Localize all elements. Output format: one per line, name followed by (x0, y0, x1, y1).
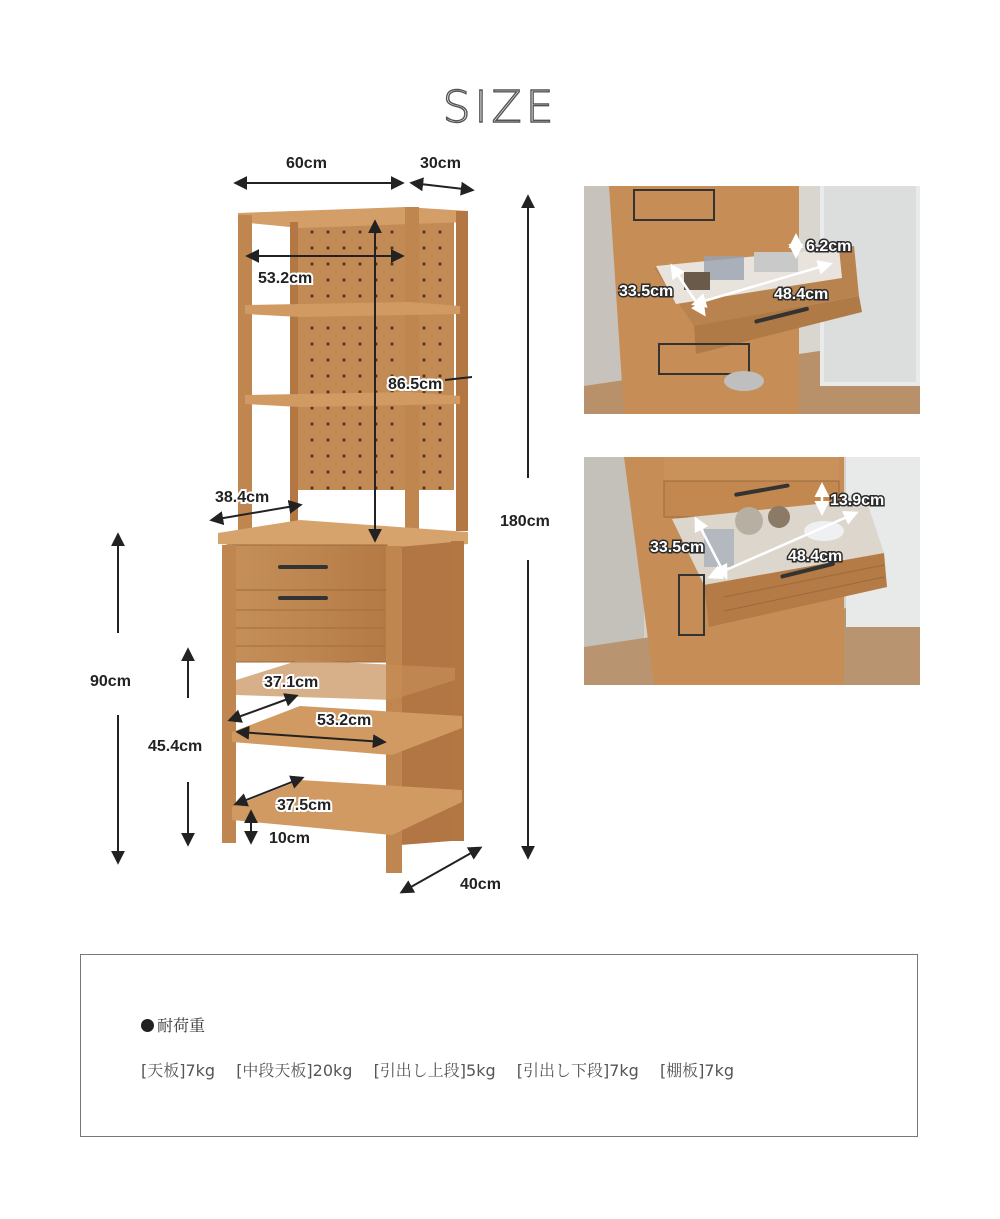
label-shelf-depth: 37.1cm (264, 674, 319, 691)
label-hutch-depth: 38.4cm (215, 489, 270, 506)
label-lower-drawer-height: 13.9cm (830, 492, 885, 509)
load-capacity-heading (141, 1013, 205, 1036)
hutch-post-front-left (238, 215, 252, 533)
load-capacity-item: [中段天板]20kg (236, 1061, 353, 1080)
load-capacity-box (80, 954, 918, 1137)
hutch-post-front-right (405, 207, 419, 537)
load-capacity-item: [天板]7kg (141, 1061, 216, 1080)
label-lower-height: 45.4cm (148, 738, 203, 755)
label-upper-drawer-height: 6.2cm (806, 238, 852, 255)
load-capacity-item: [引出し上段]5kg (373, 1061, 496, 1080)
hutch-post-back-left (290, 222, 298, 522)
label-lower-drawer-depth: 33.5cm (650, 539, 705, 556)
drawer-lower (227, 590, 387, 662)
label-inner-width: 53.2cm (258, 270, 313, 287)
arrow-depth-top (412, 183, 472, 190)
hutch-post-back-right (456, 211, 468, 531)
drawer-handle-upper (278, 565, 328, 569)
arrow-hutch-depth (212, 505, 300, 520)
label-floor-clearance: 10cm (269, 830, 310, 847)
label-total-height: 180cm (500, 513, 550, 530)
drawer-handle-lower (278, 596, 328, 600)
label-shelf-width: 53.2cm (317, 712, 372, 729)
load-capacity-item: [引出し下段]7kg (516, 1061, 639, 1080)
label-depth-top: 30cm (420, 155, 461, 172)
photo-upper-drawer (584, 186, 920, 414)
load-capacity-list (141, 1058, 750, 1081)
furniture-illustration (218, 207, 468, 873)
photo-lower-drawer (584, 457, 920, 685)
label-lower-drawer-width: 48.4cm (788, 548, 843, 565)
label-upper-drawer-width: 48.4cm (774, 286, 829, 303)
bullet-icon (141, 1019, 154, 1032)
label-hutch-height: 86.5cm (388, 376, 443, 393)
label-base-depth: 40cm (460, 876, 501, 893)
label-counter-height: 90cm (90, 673, 131, 690)
label-width-top: 60cm (286, 155, 327, 172)
load-capacity-item: [棚板]7kg (659, 1061, 735, 1080)
page-title: SIZE (442, 82, 558, 133)
label-upper-drawer-depth: 33.5cm (619, 283, 674, 300)
load-capacity-heading-text: 耐荷重 (157, 1016, 206, 1035)
label-bottom-shelf-depth: 37.5cm (277, 797, 332, 814)
leg-front-left (222, 545, 236, 843)
